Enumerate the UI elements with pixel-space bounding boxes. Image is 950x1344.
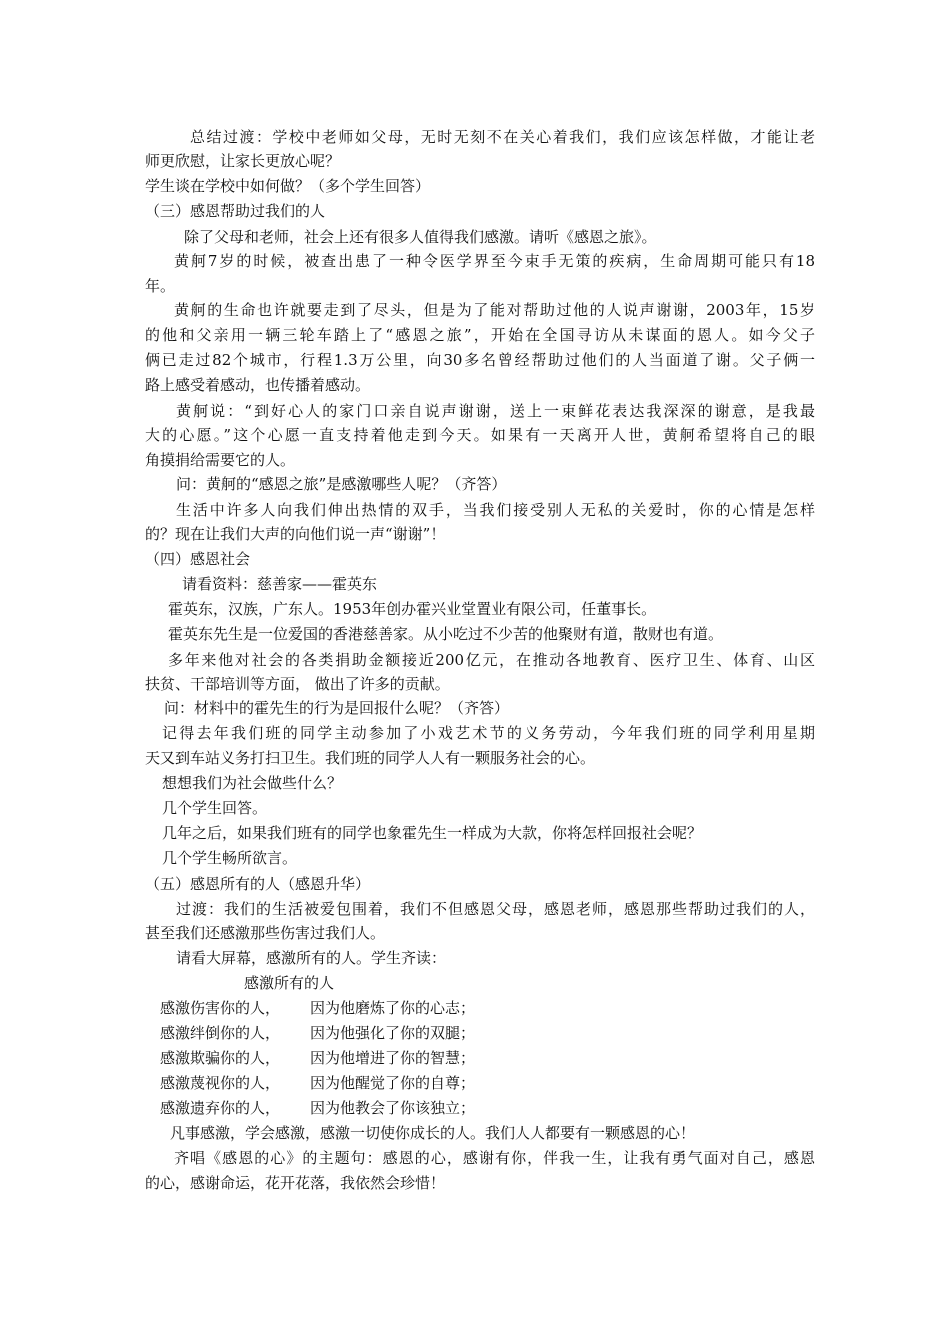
paragraph-line: 黄舸说：“到好心人的家门口亲自说声谢谢，送上一束鲜花表达我深深的谢意，是我最 xyxy=(176,402,815,420)
paragraph-line: 俩已走过82个城市，行程1.3万公里，向30多名曾经帮助过他们的人当面道了谢。父子俩一 xyxy=(145,351,815,369)
paragraph-line: 的心，感谢命运，花开花落，我依然会珍惜！ xyxy=(145,1174,446,1192)
paragraph-line: 几个学生畅所欲言。 xyxy=(162,849,298,867)
paragraph-line: 霍英东先生是一位爱国的香港慈善家。从小吃过不少苦的他聚财有道，散财也有道。 xyxy=(168,625,724,643)
paragraph-line: 几年之后，如果我们班有的同学也象霍先生一样成为大款，你将怎样回报社会呢？ xyxy=(162,824,703,842)
paragraph-line: 记得去年我们班的同学主动参加了小戏艺术节的义务劳动，今年我们班的同学利用星期 xyxy=(162,724,815,742)
poem-line-left: 感激蔑视你的人， xyxy=(160,1074,281,1092)
paragraph-line: 凡事感激，学会感激，感激一切使你成长的人。我们人人都要有一颗感恩的心！ xyxy=(170,1124,696,1142)
paragraph-line: 扶贫、干部培训等方面， 做出了许多的贡献。 xyxy=(145,675,450,693)
poem-line-right: 因为他强化了你的双腿； xyxy=(310,1024,476,1042)
paragraph-line: 齐唱《感恩的心》的主题句：感恩的心，感谢有你，伴我一生，让我有勇气面对自己，感恩 xyxy=(174,1149,815,1167)
poem-line-left: 感激欺骗你的人， xyxy=(160,1049,281,1067)
paragraph-line: 年。 xyxy=(145,277,176,295)
paragraph-line: 大的心愿。”这个心愿一直支持着他走到今天。如果有一天离开人世，黄舸希望将自己的眼 xyxy=(145,426,815,444)
paragraph-line: 请看资料：慈善家——霍英东 xyxy=(182,575,378,593)
paragraph-line: 黄舸的生命也许就要走到了尽头，但是为了能对帮助过他的人说声谢谢，2003年，15岁 xyxy=(174,301,815,319)
paragraph-line: 想想我们为社会做些什么？ xyxy=(162,774,343,792)
section-heading: （四）感恩社会 xyxy=(145,550,251,568)
poem-line-right: 因为他醒觉了你的自尊； xyxy=(310,1074,476,1092)
paragraph-line: 过渡：我们的生活被爱包围着，我们不但感恩父母，感恩老师，感恩那些帮助过我们的人， xyxy=(176,900,815,918)
paragraph-line: 总结过渡：学校中老师如父母，无时无刻不在关心着我们，我们应该怎样做，才能让老 xyxy=(190,128,815,146)
paragraph-line: 学生谈在学校中如何做？（多个学生回答） xyxy=(145,177,431,195)
paragraph-line: 问：材料中的霍先生的行为是回报什么呢？（齐答） xyxy=(164,699,510,717)
poem-line-right: 因为他教会了你该独立； xyxy=(310,1099,476,1117)
paragraph-line: 几个学生回答。 xyxy=(162,799,268,817)
poem-line-left: 感激绊倒你的人， xyxy=(160,1024,281,1042)
poem-title: 感激所有的人 xyxy=(244,974,335,992)
poem-line-right: 因为他增进了你的智慧； xyxy=(310,1049,476,1067)
paragraph-line: 请看大屏幕，感激所有的人。学生齐读： xyxy=(176,949,447,967)
paragraph-line: 甚至我们还感激那些伤害过我们人。 xyxy=(145,924,386,942)
paragraph-line: 霍英东，汉族，广东人。1953年创办霍兴业堂置业有限公司，任董事长。 xyxy=(168,600,657,618)
poem-line-left: 感激遗弃你的人， xyxy=(160,1099,281,1117)
poem-line-right: 因为他磨炼了你的心志； xyxy=(310,999,476,1017)
section-heading: （三）感恩帮助过我们的人 xyxy=(145,202,326,220)
paragraph-line: 的他和父亲用一辆三轮车踏上了“感恩之旅”，开始在全国寻访从未谋面的恩人。如今父子 xyxy=(145,326,815,344)
section-heading: （五）感恩所有的人（感恩升华） xyxy=(145,875,371,893)
paragraph-line: 除了父母和老师，社会上还有很多人值得我们感激。请听《感恩之旅》。 xyxy=(184,228,657,246)
paragraph-line: 多年来他对社会的各类捐助金额接近200亿元，在推动各地教育、医疗卫生、体育、山区 xyxy=(168,651,815,669)
paragraph-line: 的？现在让我们大声的向他们说一声“谢谢”！ xyxy=(145,525,446,543)
paragraph-line: 黄舸7岁的时候，被查出患了一种令医学界至今束手无策的疾病，生命周期可能只有18 xyxy=(174,252,815,270)
paragraph-line: 天又到车站义务打扫卫生。我们班的同学人人有一颗服务社会的心。 xyxy=(145,749,596,767)
paragraph-line: 角摸捐给需要它的人。 xyxy=(145,451,296,469)
paragraph-line: 师更欣慰，让家长更放心呢？ xyxy=(145,152,341,170)
paragraph-line: 路上感受着感动，也传播着感动。 xyxy=(145,376,371,394)
poem-line-left: 感激伤害你的人， xyxy=(160,999,281,1017)
paragraph-line: 问：黄舸的“感恩之旅”是感激哪些人呢？（齐答） xyxy=(176,475,507,493)
paragraph-line: 生活中许多人向我们伸出热情的双手，当我们接受别人无私的关爱时，你的心情是怎样 xyxy=(176,501,815,519)
